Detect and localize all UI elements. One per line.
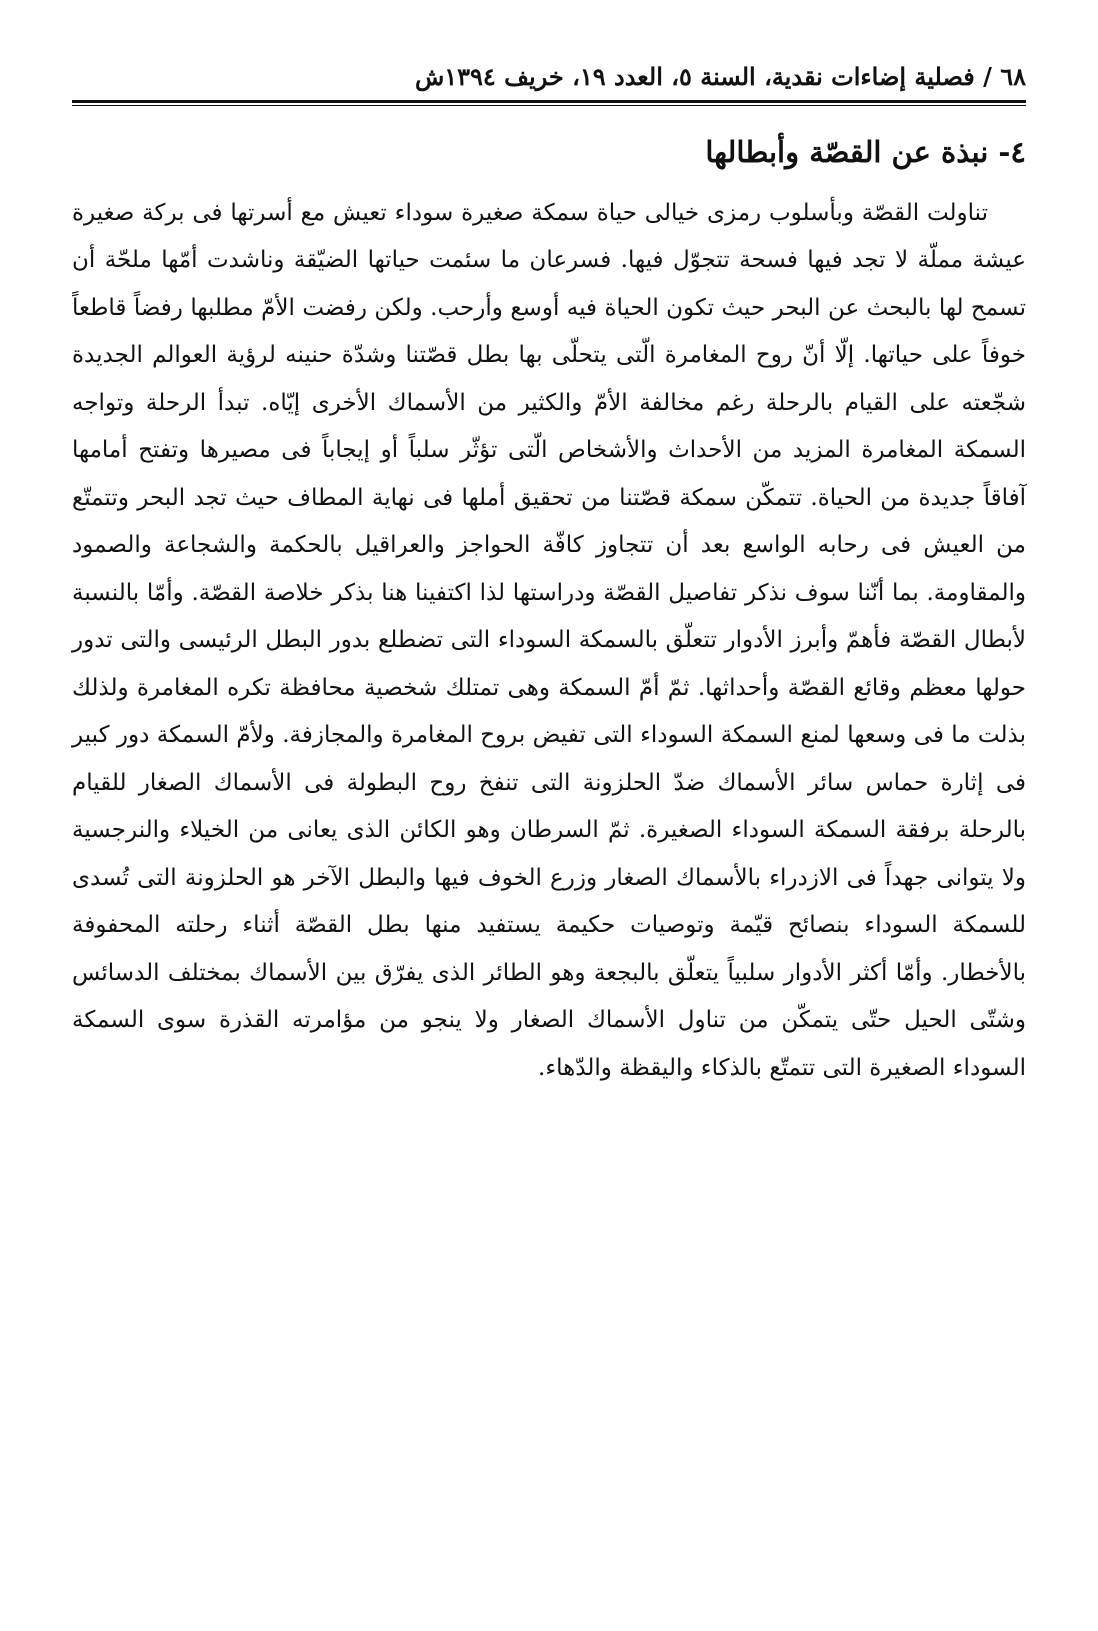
header-rule-thick [72,100,1026,103]
header-rule-thin [72,105,1026,106]
document-page [72,40,1026,1600]
body-paragraph: تناولت القصّة وبأسلوب رمزى خيالى حياة سمكة صغيرة سوداء تعيش مع أسرتها فى بركة صغيرة عيشة مملّة لا تجد فيها فسحة تتجوّل فيها. فسرعان ما سئمت حياتها الضيّقة وناشدت أمّها ملحّة أن تسمح لها بالبحث عن البحر حيث تكون الحياة فيه أوسع وأرحب. ولكن رفضت الأمّ مطلبها رفضاً قاطعاً خوفاً على حياتها. إلّا أنّ روح المغامرة الّتى يتحلّى بها بطل قصّتنا وشدّة حنينه لرؤية العوالم الجديدة شجّعته على القيام بالرحلة رغم مخالفة الأمّ والكثير من الأسماك الأخرى إيّاه. تبدأ الرحلة وتواجه السمكة المغامرة المزيد من الأحداث والأشخاص الّتى تؤثّر سلباً أو إيجاباً فى مصيرها وتفتح أمامها آفاقاً جديدة من الحياة. تتمكّن سمكة قصّتنا من تحقيق أملها فى نهاية المطاف حيث تجد البحر وتتمتّع من العيش فى رحابه الواسع بعد أن تتجاوز كافّة الحواجز والعراقيل بالحكمة والشجاعة والصمود والمقاومة. بما أنّنا سوف نذكر تفاصيل القصّة ودراستها لذا اكتفينا هنا بذكر خلاصة القصّة. وأمّا بالنسبة لأبطال القصّة فأهمّ وأبرز الأدوار تتعلّق بالسمكة السوداء التى تضطلع بدور البطل الرئيسى والتى تدور حولها معظم وقائع القصّة وأحداثها. ثمّ أمّ السمكة وهى تمتلك شخصية محافظة تكره المغامرة ولذلك بذلت ما فى وسعها لمنع السمكة السوداء التى تفيض بروح المغامرة والمجازفة. ولأمّ السمكة دور كبير فى إثارة حماس سائر الأسماك ضدّ الحلزونة التى تنفخ روح البطولة فى الأسماك الصغار للقيام بالرحلة برفقة السمكة السوداء الصغيرة. ثمّ السرطان وهو الكائن الذى يعانى من الخيلاء والنرجسية ولا يتوانى جهداً فى الازدراء بالأسماك الصغار وزرع الخوف فيها والبطل الآخر هو الحلزونة التى تُسدى للسمكة السوداء بنصائح قيّمة وتوصيات حكيمة يستفيد منها بطل القصّة أثناء رحلته المحفوفة بالأخطار. وأمّا أكثر الأدوار سلبياً يتعلّق بالبجعة وهو الطائر الذى يفرّق بين الأسماك بمختلف الدسائس وشتّى الحيل حتّى يتمكّن من تناول الأسماك الصغار ولا ينجو من مؤامرته القذرة سوى السمكة السوداء الصغيرة التى تتمتّع بالذكاء واليقظة والدّهاء. [72,199,1026,1081]
running-header-text: ٦٨ / فصلية إضاءات نقدية، السنة ٥، العدد ١٩، خريف ١٣٩٤ش [414,62,1026,92]
running-header [72,40,1026,98]
section-title: ٤- نبذة عن القصّة وأبطالها [705,135,1026,169]
